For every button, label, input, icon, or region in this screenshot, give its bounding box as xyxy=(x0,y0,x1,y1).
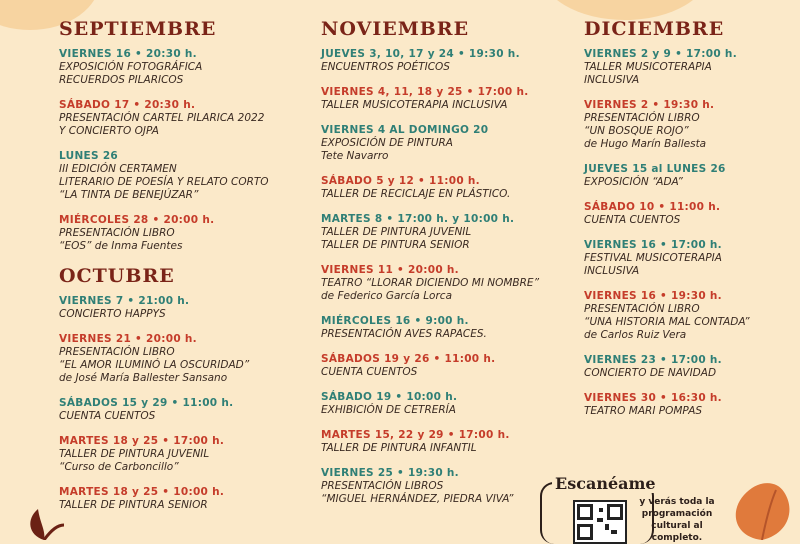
event-date: MIÉRCOLES 28 • 20:00 h. xyxy=(59,214,215,226)
event-date: VIERNES 23 • 17:00 h. xyxy=(584,354,722,366)
event-item xyxy=(321,124,561,163)
scan-description: y verás toda la programación cultural al completo. xyxy=(639,497,715,543)
event-date: VIERNES 2 • 19:30 h. xyxy=(584,99,715,111)
event-description: FESTIVAL MUSICOTERAPIA INCLUSIVA xyxy=(584,252,722,277)
event-description: TALLER MUSICOTERAPIA INCLUSIVA xyxy=(321,99,508,111)
event-date: VIERNES 11 • 20:00 h. xyxy=(321,264,459,276)
event-item xyxy=(584,201,799,227)
month-title-noviembre: NOVIEMBRE xyxy=(321,18,470,40)
event-item xyxy=(59,150,274,202)
event-description: CONCIERTO DE NAVIDAD xyxy=(584,367,717,379)
event-item xyxy=(59,99,274,138)
event-item xyxy=(321,213,561,252)
event-item xyxy=(59,214,274,253)
month-title-diciembre: DICIEMBRE xyxy=(584,18,725,40)
event-date: MARTES 8 • 17:00 h. y 10:00 h. xyxy=(321,213,515,225)
event-item xyxy=(321,48,561,74)
qr-code-icon[interactable] xyxy=(573,500,627,544)
event-description: TALLER DE PINTURA JUVENIL “Curso de Carboncillo” xyxy=(59,448,210,473)
event-item xyxy=(321,264,561,303)
leaf-icon xyxy=(722,480,800,540)
event-date: VIERNES 25 • 19:30 h. xyxy=(321,467,459,479)
event-date: VIERNES 16 • 17:00 h. xyxy=(584,239,722,251)
event-item xyxy=(321,315,561,341)
event-date: VIERNES 16 • 20:30 h. xyxy=(59,48,197,60)
event-description: TALLER DE PINTURA JUVENIL TALLER DE PINTURA SENIOR xyxy=(321,226,472,251)
scan-title: Escanéame xyxy=(552,474,659,493)
leaf-icon xyxy=(24,505,64,540)
event-item xyxy=(321,353,561,379)
event-item xyxy=(59,48,274,87)
event-date: VIERNES 2 y 9 • 17:00 h. xyxy=(584,48,737,60)
event-item xyxy=(584,392,799,418)
event-date: SÁBADOS 19 y 26 • 11:00 h. xyxy=(321,353,496,365)
event-description: EXHIBICIÓN DE CETRERÍA xyxy=(321,404,456,416)
event-description: CONCIERTO HAPPYS xyxy=(59,308,166,320)
event-description: PRESENTACIÓN AVES RAPACES. xyxy=(321,328,487,340)
event-date: LUNES 26 xyxy=(59,150,119,162)
event-item xyxy=(584,290,799,342)
event-item xyxy=(59,295,274,321)
month-title-septiembre: SEPTIEMBRE xyxy=(59,18,217,40)
leaf-icon-stem xyxy=(44,525,64,540)
event-date: MARTES 18 y 25 • 10:00 h. xyxy=(59,486,225,498)
event-description: CUENTA CUENTOS xyxy=(584,214,681,226)
event-description: TEATRO MARI POMPAS xyxy=(584,405,703,417)
event-date: JUEVES 15 al LUNES 26 xyxy=(584,163,726,175)
event-item xyxy=(59,486,274,512)
event-description: PRESENTACIÓN CARTEL PILARICA 2022 Y CONCIERTO OJPA xyxy=(59,112,265,137)
event-date: MARTES 15, 22 y 29 • 17:00 h. xyxy=(321,429,510,441)
event-description: PRESENTACIÓN LIBRO “UNA HISTORIA MAL CONTADA” de Carlos Ruiz Vera xyxy=(584,303,750,341)
event-item xyxy=(584,239,799,278)
event-date: JUEVES 3, 10, 17 y 24 • 19:30 h. xyxy=(321,48,520,60)
event-description: PRESENTACIÓN LIBRO “EL AMOR ILUMINÓ LA OSCURIDAD” de José María Ballester Sansano xyxy=(59,346,250,384)
event-description: EXPOSICIÓN FOTOGRÁFICA RECUERDOS PILARICOS xyxy=(59,61,203,86)
event-date: VIERNES 16 • 19:30 h. xyxy=(584,290,722,302)
event-date: VIERNES 21 • 20:00 h. xyxy=(59,333,197,345)
event-item xyxy=(584,354,799,380)
event-description: III EDICIÓN CERTAMEN LITERARIO DE POESÍA Y RELATO CORTO “LA TINTA DE BENEJÚZAR” xyxy=(59,163,269,201)
event-item xyxy=(321,175,561,201)
event-description: EXPOSICIÓN DE PINTURA Tete Navarro xyxy=(321,137,453,162)
event-item xyxy=(59,333,274,385)
event-date: MARTES 18 y 25 • 17:00 h. xyxy=(59,435,225,447)
event-date: SÁBADO 5 y 12 • 11:00 h. xyxy=(321,175,480,187)
event-description: PRESENTACIÓN LIBRO “EOS” de Inma Fuentes xyxy=(59,227,183,252)
column-septiembre-octubre xyxy=(59,16,274,524)
event-item xyxy=(321,86,561,112)
event-item xyxy=(584,163,799,189)
event-date: SÁBADO 19 • 10:00 h. xyxy=(321,391,458,403)
event-description: TALLER DE PINTURA SENIOR xyxy=(59,499,208,511)
event-description: CUENTA CUENTOS xyxy=(321,366,418,378)
event-date: VIERNES 7 • 21:00 h. xyxy=(59,295,190,307)
event-description: TALLER MUSICOTERAPIA INCLUSIVA xyxy=(584,61,712,86)
leaf-icon-dark xyxy=(30,509,44,540)
column-diciembre xyxy=(584,16,799,430)
event-description: ENCUENTROS POÉTICOS xyxy=(321,61,450,73)
event-item xyxy=(59,397,274,423)
event-date: VIERNES 30 • 16:30 h. xyxy=(584,392,722,404)
event-description: TALLER DE PINTURA INFANTIL xyxy=(321,442,477,454)
event-description: CUENTA CUENTOS xyxy=(59,410,156,422)
event-date: MIÉRCOLES 16 • 9:00 h. xyxy=(321,315,469,327)
month-title-octubre: OCTUBRE xyxy=(59,265,175,287)
event-description: TALLER DE RECICLAJE EN PLÁSTICO. xyxy=(321,188,511,200)
event-item xyxy=(321,429,561,455)
event-date: SÁBADO 10 • 11:00 h. xyxy=(584,201,721,213)
event-date: SÁBADOS 15 y 29 • 11:00 h. xyxy=(59,397,234,409)
column-noviembre xyxy=(321,16,561,518)
event-item xyxy=(584,48,799,87)
event-item xyxy=(59,435,274,474)
event-item xyxy=(584,99,799,151)
event-date: VIERNES 4 AL DOMINGO 20 xyxy=(321,124,489,136)
event-description: PRESENTACIÓN LIBRO “UN BOSQUE ROJO” de Hugo Marín Ballesta xyxy=(584,112,707,150)
event-date: VIERNES 4, 11, 18 y 25 • 17:00 h. xyxy=(321,86,529,98)
event-description: EXPOSICIÓN “ADA” xyxy=(584,176,683,188)
event-description: TEATRO “LLORAR DICIENDO MI NOMBRE” de Federico García Lorca xyxy=(321,277,540,302)
event-description: PRESENTACIÓN LIBROS “MIGUEL HERNÁNDEZ, PIEDRA VIVA” xyxy=(321,480,514,505)
event-item xyxy=(321,391,561,417)
event-date: SÁBADO 17 • 20:30 h. xyxy=(59,99,196,111)
leaf-icon-orange xyxy=(736,483,790,540)
event-item xyxy=(321,467,561,506)
